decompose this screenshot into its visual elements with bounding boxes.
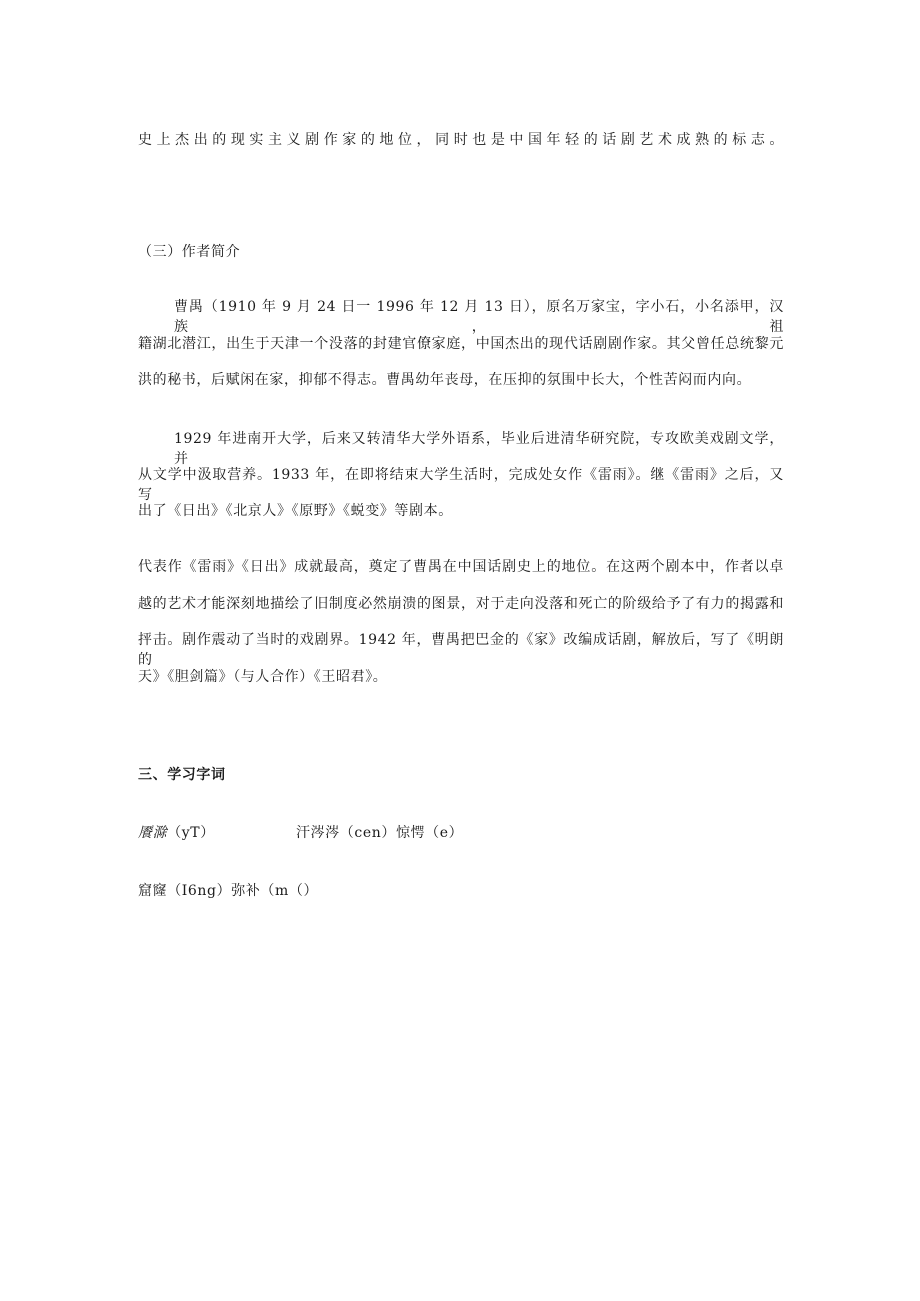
author-para1-line1: 曹禺（1910 年 9 月 24 日一 1996 年 12 月 13 日），原名万家宝，字小石，小名添甲，汉族，祖: [174, 299, 784, 335]
author-para3-line3: 抨击。剧作震动了当时的戏剧界。1942 年，曹禺把巴金的《家》改编成话剧，解放后，写了《明朗的: [138, 632, 784, 668]
author-para1-line2: 籍湖北潜江，出生于天津一个没落的封建官僚家庭，中国杰出的现代话剧剧作家。其父曾任总统黎元: [138, 336, 784, 352]
vocab-row1-col1: [138, 822, 215, 842]
section-heading-vocab: 三、学习字词: [138, 767, 226, 783]
author-para1-line3: 洪的秘书，后赋闲在家，抑郁不得志。曹禺幼年丧母，在压抑的氛围中长大，个性苦闷而内向。: [138, 372, 752, 388]
section-heading-author: （三）作者简介: [138, 244, 241, 260]
vocab-word-1: 餍滁: [138, 825, 168, 841]
author-para3-line1: 代表作《雷雨》《日出》成就最高，奠定了曹禺在中国话剧史上的地位。在这两个剧本中，作者以卓: [138, 559, 784, 575]
vocab-pinyin-1: （yT）: [167, 825, 215, 841]
author-para2-line2: 从文学中汲取营养。1933 年，在即将结束大学生活时，完成处女作《雷雨》。继《雷雨》之后，又写: [138, 467, 784, 503]
continuation-line: 史上杰出的现实主义剧作家的地位，同时也是中国年轻的话剧艺术成熟的标志。: [138, 132, 784, 148]
vocab-row1-col2: 汗涔涔（cen）惊愕（e）: [296, 825, 464, 841]
author-para2-line1: 1929 年进南开大学，后来又转清华大学外语系，毕业后进清华研究院，专攻欧美戏剧文学，并: [174, 431, 784, 467]
author-para3-line4: 天》《胆剑篇》（与人合作）《王昭君》。: [138, 669, 388, 685]
author-para2-line3: 出了《日出》《北京人》《原野》《蜕变》等剧本。: [138, 503, 453, 519]
author-para3-line2: 越的艺术才能深刻地描绘了旧制度必然崩溃的图景，对于走向没落和死亡的阶级给予了有力的揭露和: [138, 596, 784, 612]
vocab-row2: 窟窿（I6ng）弥补（m（）: [138, 883, 319, 899]
